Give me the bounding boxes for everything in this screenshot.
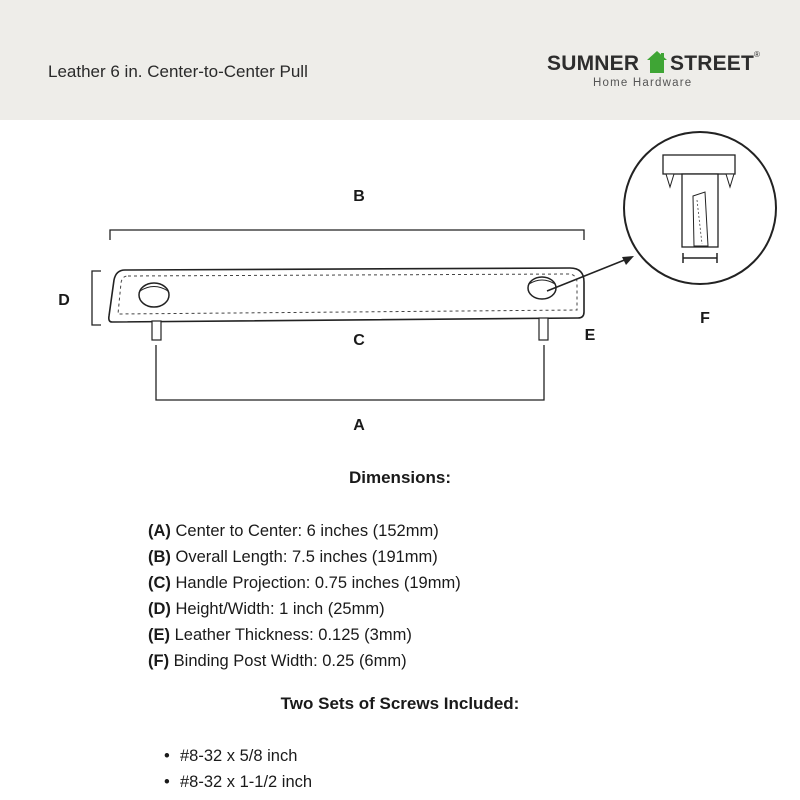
header-banner bbox=[0, 0, 800, 120]
dimension-item-b: (B) Overall Length: 7.5 inches (191mm) bbox=[148, 548, 438, 566]
dimensions-list bbox=[148, 518, 461, 674]
height-bracket bbox=[92, 271, 101, 325]
right-post-head bbox=[528, 277, 556, 299]
bullet-icon: • bbox=[164, 747, 170, 765]
label-b: B bbox=[353, 188, 365, 205]
bullet-icon: • bbox=[164, 773, 170, 791]
dimension-item-a: (A) Center to Center: 6 inches (152mm) bbox=[148, 522, 439, 540]
dimension-item-e: (E) Leather Thickness: 0.125 (3mm) bbox=[148, 626, 412, 644]
brand-name bbox=[547, 52, 755, 76]
screws-heading: Two Sets of Screws Included: bbox=[280, 694, 520, 713]
binding-post-detail bbox=[624, 132, 776, 284]
dimension-item-d: (D) Height/Width: 1 inch (25mm) bbox=[148, 600, 385, 618]
screws-list bbox=[164, 743, 312, 795]
leather-strap bbox=[109, 268, 584, 322]
left-post bbox=[152, 321, 161, 340]
dimension-item-f: (F) Binding Post Width: 0.25 (6mm) bbox=[148, 652, 407, 670]
brand-name-part1: SUMNER bbox=[547, 52, 640, 75]
center-to-center-bracket bbox=[156, 345, 544, 400]
registered-mark: ® bbox=[754, 50, 760, 59]
product-title: Leather 6 in. Center-to-Center Pull bbox=[48, 62, 308, 81]
dimensions-heading: Dimensions: bbox=[348, 468, 452, 487]
label-f: F bbox=[700, 310, 710, 327]
house-icon bbox=[646, 50, 668, 74]
left-post-head bbox=[139, 283, 169, 307]
label-a: A bbox=[353, 417, 365, 434]
label-d: D bbox=[58, 292, 70, 309]
screw-item: • #8-32 x 5/8 inch bbox=[164, 743, 312, 769]
brand-name-part2: STREET bbox=[670, 52, 755, 75]
right-post bbox=[539, 318, 548, 340]
label-c: C bbox=[353, 332, 365, 349]
label-e: E bbox=[584, 327, 596, 344]
brand-subtitle: Home Hardware bbox=[593, 77, 693, 89]
overall-length-bracket bbox=[110, 230, 584, 240]
pull-dimension-diagram bbox=[0, 120, 800, 450]
brand-logo bbox=[547, 50, 762, 95]
screw-item: • #8-32 x 1-1/2 inch bbox=[164, 769, 312, 795]
dimension-item-c: (C) Handle Projection: 0.75 inches (19mm) bbox=[148, 574, 461, 592]
